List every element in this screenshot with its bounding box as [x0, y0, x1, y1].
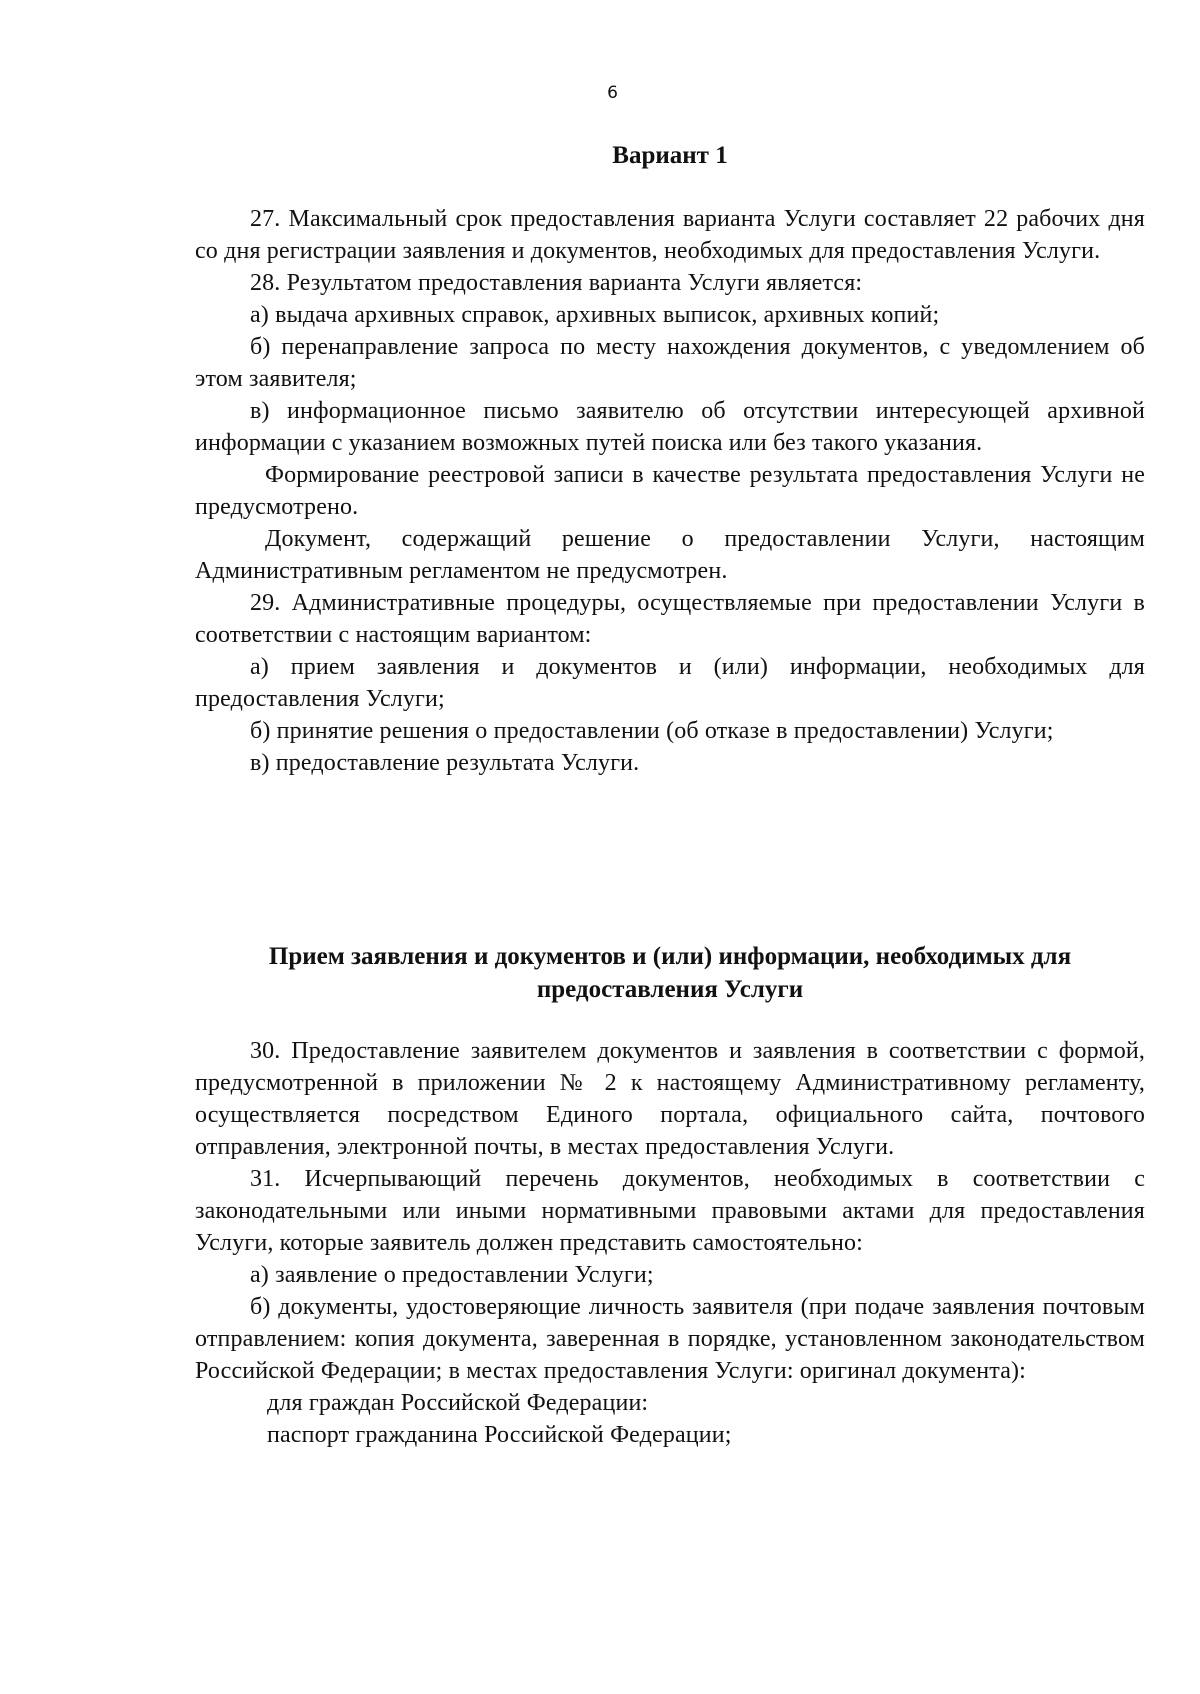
list-item-29a: а) прием заявления и документов и (или) информации, необходимых для предоставления Услуги;: [195, 654, 1145, 712]
list-item-31b: б) документы, удостоверяющие личность заявителя (при подаче заявления почтовым отправлением: копия документа, заверенная в порядке, установленном законодательством Российской Федерации; в местах предоставления Услуги: оригинал документа):: [195, 1294, 1145, 1384]
page-number: 6: [607, 83, 618, 103]
list-item-passport: паспорт гражданина Российской Федерации;: [267, 1422, 732, 1448]
paragraph-decision-document: Документ, содержащий решение о предоставлении Услуги, настоящим Административным регламентом не предусмотрен.: [195, 526, 1145, 584]
section-title-application: Прием заявления и документов и (или) информации, необходимых для предоставления Услуги: [268, 943, 1072, 1003]
list-item-28b: б) перенаправление запроса по месту нахождения документов, с уведомлением об этом заявителя;: [195, 334, 1145, 392]
list-item-28c: в) информационное письмо заявителю об отсутствии интересующей архивной информации с указанием возможных путей поиска или без такого указания.: [195, 398, 1145, 456]
list-item-citizens-rf: для граждан Российской Федерации:: [267, 1390, 649, 1416]
list-item-29b: б) принятие решения о предоставлении (об отказе в предоставлении) Услуги;: [250, 718, 1054, 744]
paragraph-28: 28. Результатом предоставления варианта Услуги является:: [250, 270, 863, 296]
paragraph-29: 29. Административные процедуры, осуществляемые при предоставлении Услуги в соответствии с настоящим вариантом:: [195, 590, 1145, 648]
paragraph-registry-record: Формирование реестровой записи в качестве результата предоставления Услуги не предусмотрено.: [195, 462, 1145, 520]
paragraph-27: 27. Максимальный срок предоставления варианта Услуги составляет 22 рабочих дня со дня регистрации заявления и документов, необходимых для предоставления Услуги.: [195, 206, 1145, 264]
list-item-31a: а) заявление о предоставлении Услуги;: [250, 1262, 654, 1288]
list-item-29c: в) предоставление результата Услуги.: [250, 750, 640, 776]
section-body-variant: [195, 203, 1145, 779]
section-body-application: [195, 1035, 1145, 1451]
paragraph-30: 30. Предоставление заявителем документов и заявления в соответствии с формой, предусмотренной в приложении № 2 к настоящему Административному регламенту, осуществляется посредством Единого портала, официального сайта, почтового отправления, электронной почты, в местах предоставления Услуги.: [195, 1038, 1145, 1160]
paragraph-31: 31. Исчерпывающий перечень документов, необходимых в соответствии с законодательными или иными нормативными правовыми актами для предоставления Услуги, которые заявитель должен представить самостоятельно:: [195, 1166, 1145, 1256]
list-item-28a: а) выдача архивных справок, архивных выписок, архивных копий;: [250, 302, 940, 328]
section-title-variant: Вариант 1: [612, 142, 728, 169]
